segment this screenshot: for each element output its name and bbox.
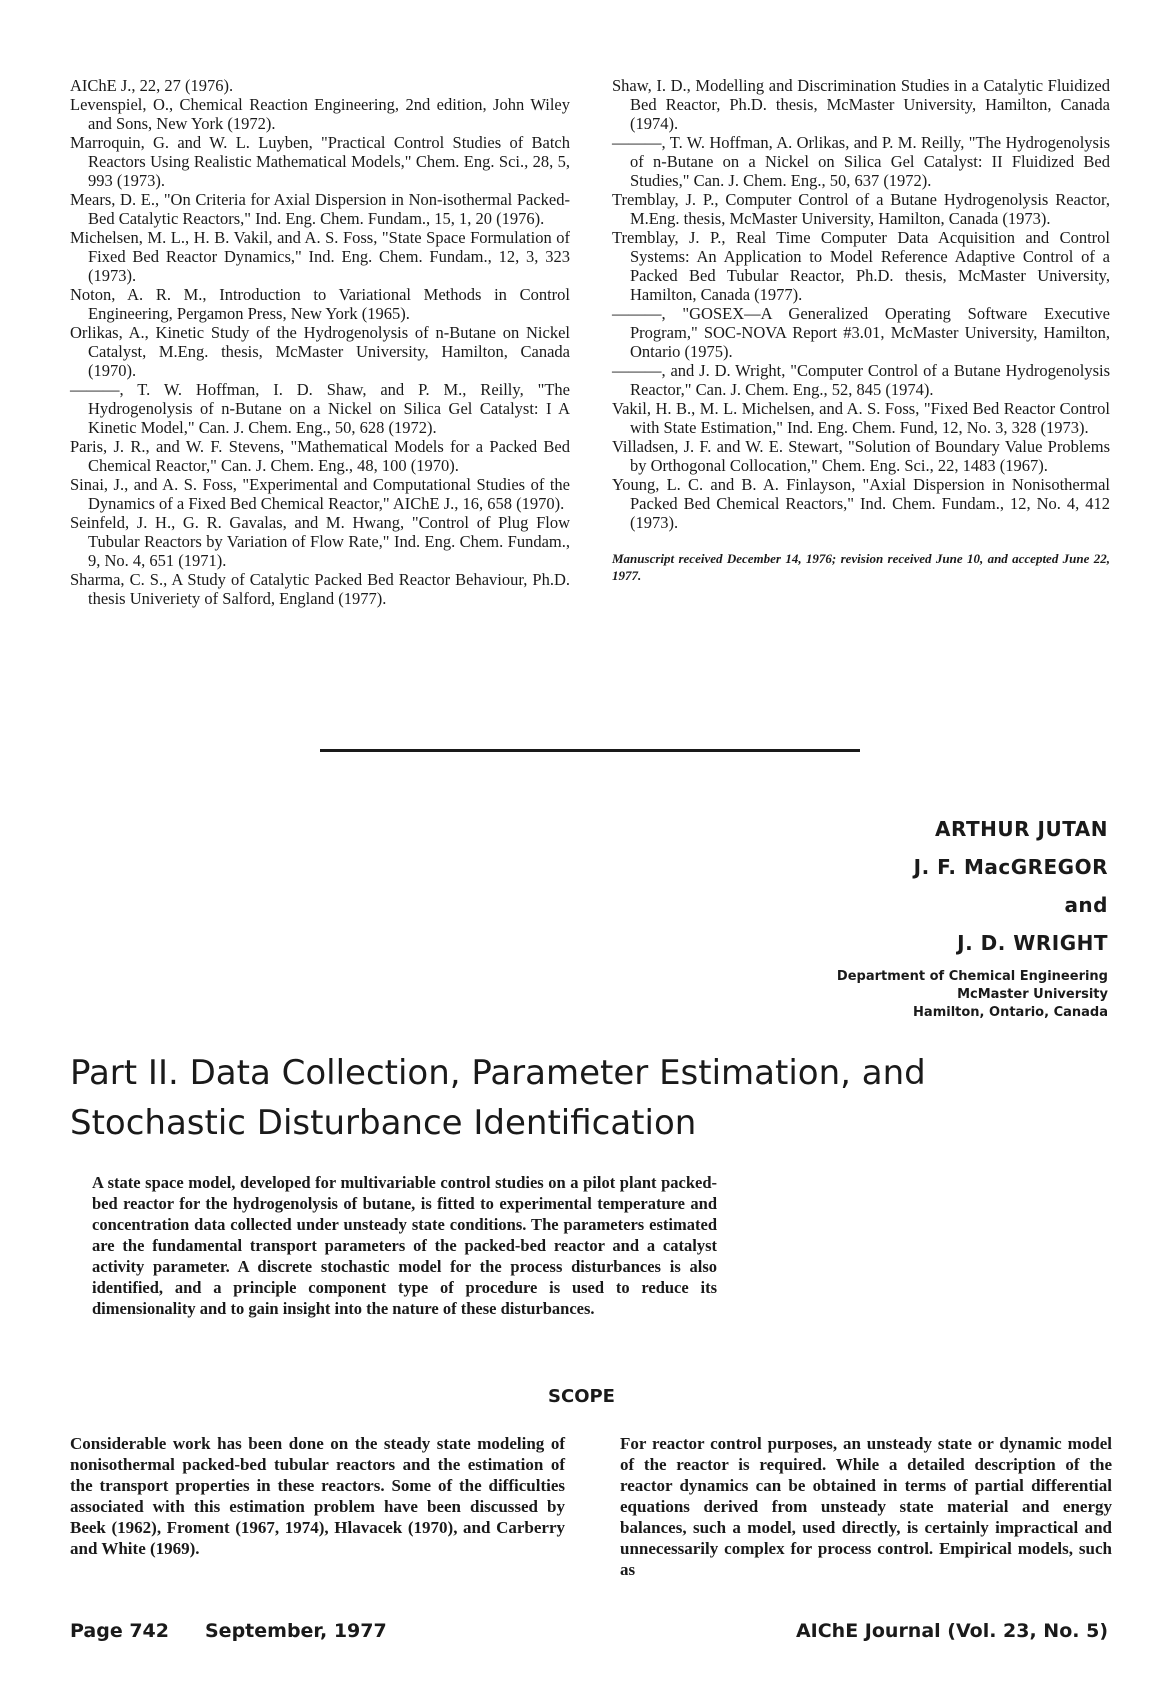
author-affiliation <box>837 968 1108 1022</box>
author-name: J. F. MacGREGOR <box>913 855 1108 879</box>
scope-heading: SCOPE <box>548 1386 615 1407</box>
reference-entry: Young, L. C. and B. A. Finlayson, "Axial Dispersion in Nonisothermal Packed Bed Chemical Reactors," Ind. Chem. Fundam., 12, No. 4, 412 (1973). <box>612 475 1110 532</box>
affiliation-university: McMaster University <box>957 987 1108 1002</box>
reference-entry: Michelsen, M. L., H. B. Vakil, and A. S. Foss, "State Space Formulation of Fixed Bed Reactor Dynamics," Ind. Eng. Chem. Fundam., 12, 3, 323 (1973). <box>70 228 570 285</box>
references-left-column <box>70 76 570 608</box>
footer-date: September, 1977 <box>205 1620 387 1642</box>
abstract: A state space model, developed for multivariable control studies on a pilot plant packed-bed reactor for the hydrogenolysis of butane, is fitted to experimental temperature and concentration data collected under unsteady state conditions. The parameters estimated are the fundamental transport parameters of the packed-bed reactor and a catalyst activity parameter. A discrete stochastic model for the process disturbances is also identified, and a principle component type of procedure is used to reduce its dimensionality and to gain insight into the nature of these disturbances. <box>92 1173 717 1318</box>
affiliation-location: Hamilton, Ontario, Canada <box>913 1005 1108 1020</box>
footer-journal: AIChE Journal (Vol. 23, No. 5) <box>795 1620 1108 1642</box>
reference-entry: Seinfeld, J. H., G. R. Gavalas, and M. Hwang, "Control of Plug Flow Tubular Reactors by Variation of Flow Rate," Ind. Eng. Chem. Fundam., 9, No. 4, 651 (1971). <box>70 513 570 570</box>
manuscript-note: Manuscript received December 14, 1976; revision received June 10, and accepted June 22, 1977. <box>612 551 1110 583</box>
reference-entry: AIChE J., 22, 27 (1976). <box>70 76 234 95</box>
references-right-column <box>612 76 1110 597</box>
scope-left-column: Considerable work has been done on the steady state modeling of nonisothermal packed-bed tubular reactors and the estimation of the transport properties in these reactors. Some of the difficulties associated with this estimation problem have been discussed by Beek (1962), Froment (1967, 1974), Hlavacek (1970), and Carberry and White (1969). <box>70 1434 565 1558</box>
reference-entry: Mears, D. E., "On Criteria for Axial Dispersion in Non-isothermal Packed-Bed Catalytic Reactors," Ind. Eng. Chem. Fundam., 15, 1, 20 (1976). <box>70 190 570 228</box>
paper-title: Part II. Data Collection, Parameter Estimation, and Stochastic Disturbance Identification <box>70 1053 926 1143</box>
footer-page-number: Page 742 <box>70 1620 169 1642</box>
reference-entry: ———, T. W. Hoffman, A. Orlikas, and P. M. Reilly, "The Hydrogenolysis of n-Butane on a Nickel on Silica Gel Catalyst: II Fluidized Bed Studies," Can. J. Chem. Eng., 50, 637 (1972). <box>612 133 1110 190</box>
author-conjunction: and <box>1064 893 1108 917</box>
author-name: ARTHUR JUTAN <box>935 817 1108 841</box>
affiliation-department: Department of Chemical Engineering <box>836 969 1108 984</box>
author-block <box>837 810 1108 1022</box>
reference-entry: ———, and J. D. Wright, "Computer Control of a Butane Hydrogenolysis Reactor," Can. J. Chem. Eng., 52, 845 (1974). <box>612 361 1110 399</box>
reference-entry: Paris, J. R., and W. F. Stevens, "Mathematical Models for a Packed Bed Chemical Reactor," Can. J. Chem. Eng., 48, 100 (1970). <box>70 437 570 475</box>
reference-entry: Sharma, C. S., A Study of Catalytic Packed Bed Reactor Behaviour, Ph.D. thesis Univeriety of Salford, England (1977). <box>70 570 570 608</box>
reference-entry: Shaw, I. D., Modelling and Discrimination Studies in a Catalytic Fluidized Bed Reactor, Ph.D. thesis, McMaster University, Hamilton, Canada (1974). <box>612 76 1110 133</box>
reference-entry: Levenspiel, O., Chemical Reaction Engineering, 2nd edition, John Wiley and Sons, New York (1972). <box>70 95 570 133</box>
reference-entry: Tremblay, J. P., Real Time Computer Data Acquisition and Control Systems: An Application to Model Reference Adaptive Control of a Packed Bed Tubular Reactor, Ph.D. thesis, McMaster University, Hamilton, Canada (1977). <box>612 228 1110 304</box>
reference-entry: Villadsen, J. F. and W. E. Stewart, "Solution of Boundary Value Problems by Orthogonal Collocation," Chem. Eng. Sci., 22, 1483 (1967). <box>612 437 1110 475</box>
section-divider <box>320 749 860 752</box>
author-name: J. D. WRIGHT <box>957 931 1108 955</box>
reference-entry: ———, T. W. Hoffman, I. D. Shaw, and P. M., Reilly, "The Hydrogenolysis of n-Butane on a Nickel on Silica Gel Catalyst: I A Kinetic Model," Can. J. Chem. Eng., 50, 628 (1972). <box>70 380 570 437</box>
scope-right-column: For reactor control purposes, an unsteady state or dynamic model of the reactor is required. While a detailed description of the reactor dynamics can be obtained in terms of partial differential equations derived from unsteady state material and energy balances, such a model, used directly, is certainly impractical and unnecessarily complex for process control. Empirical models, such as <box>620 1434 1112 1579</box>
reference-entry: ———, "GOSEX—A Generalized Operating Software Executive Program," SOC-NOVA Report #3.01, McMaster University, Hamilton, Ontario (1975). <box>612 304 1110 361</box>
reference-entry: Sinai, J., and A. S. Foss, "Experimental and Computational Studies of the Dynamics of a Fixed Bed Chemical Reactor," AIChE J., 16, 658 (1970). <box>70 475 570 513</box>
reference-entry: Tremblay, J. P., Computer Control of a Butane Hydrogenolysis Reactor, M.Eng. thesis, McMaster University, Hamilton, Canada (1973). <box>612 190 1110 228</box>
reference-entry: Marroquin, G. and W. L. Luyben, "Practical Control Studies of Batch Reactors Using Realistic Mathematical Models," Chem. Eng. Sci., 28, 5, 993 (1973). <box>70 133 570 190</box>
reference-entry: Orlikas, A., Kinetic Study of the Hydrogenolysis of n-Butane on Nickel Catalyst, M.Eng. thesis, McMaster University, Hamilton, Canada (1970). <box>70 323 570 380</box>
reference-entry: Vakil, H. B., M. L. Michelsen, and A. S. Foss, "Fixed Bed Reactor Control with State Estimation," Ind. Eng. Chem. Fund, 12, No. 3, 328 (1973). <box>612 399 1110 437</box>
reference-entry: Noton, A. R. M., Introduction to Variational Methods in Control Engineering, Pergamon Press, New York (1965). <box>70 285 570 323</box>
